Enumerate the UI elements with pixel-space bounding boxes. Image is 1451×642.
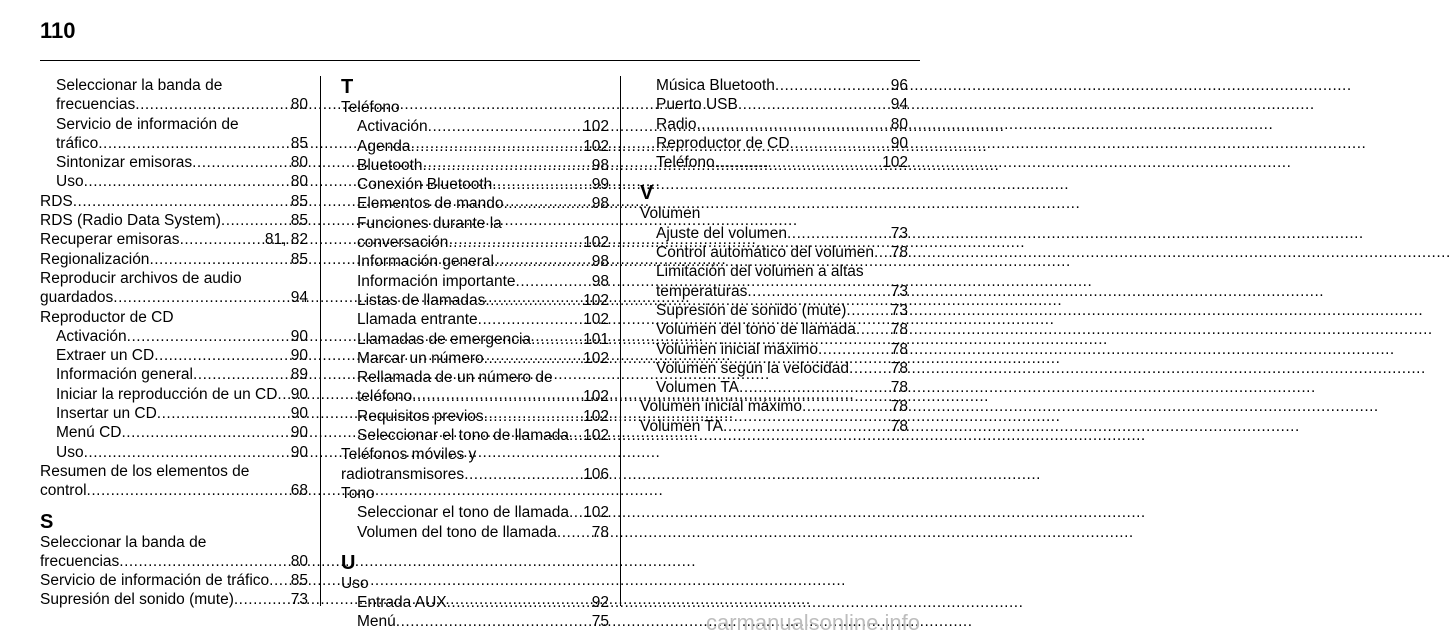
index-entry <box>640 417 908 436</box>
page-reference: 78 <box>890 321 908 339</box>
index-entry-line <box>357 612 609 631</box>
index-entry-line <box>40 481 308 500</box>
page-reference: 102 <box>583 388 609 406</box>
index-subentry <box>341 214 609 253</box>
page-reference: 99 <box>591 176 609 194</box>
page-reference: 81, 82 <box>264 231 308 249</box>
dot-leader <box>84 443 307 462</box>
index-entry <box>40 590 308 609</box>
dot-leader <box>412 387 599 406</box>
index-entry-label: Sintonizar emisoras <box>56 154 193 172</box>
page-reference: 78 <box>890 340 908 358</box>
column-divider <box>320 76 321 606</box>
dot-leader <box>98 134 307 153</box>
page-reference: 80 <box>290 96 308 114</box>
page-reference: 89 <box>290 366 308 384</box>
dot-leader <box>448 233 599 252</box>
page-reference: 101 <box>583 330 609 348</box>
page-reference: 98 <box>591 253 609 271</box>
page-reference: 78 <box>890 244 908 262</box>
index-entry-label: Menú <box>357 613 396 631</box>
index-subentry <box>341 252 609 271</box>
index-entry-line <box>656 243 908 262</box>
dot-leader <box>193 365 307 384</box>
index-entry-line <box>656 224 908 243</box>
page-reference: 90 <box>290 424 308 442</box>
index-entry-label: Reproductor de CD <box>656 134 790 152</box>
dot-leader <box>119 552 306 571</box>
index-entry-label: Recuperar emisoras <box>40 231 180 249</box>
index-entry-line <box>656 340 908 359</box>
index-entry-label: Regionalización <box>40 250 150 268</box>
index-entry <box>341 445 609 484</box>
page-reference: 80 <box>290 154 308 172</box>
index-subentry <box>640 262 908 301</box>
index-subentry <box>640 153 908 172</box>
page-reference: 102 <box>583 118 609 136</box>
index-subentry <box>341 272 609 291</box>
dot-leader <box>127 327 307 346</box>
index-entry-line <box>640 417 908 436</box>
page-reference: 96 <box>890 77 908 94</box>
index-entry-line <box>357 117 609 136</box>
index-entry-line <box>656 76 908 95</box>
index-entry-label: Menú CD <box>56 424 122 442</box>
index-entry-line <box>357 291 609 310</box>
dot-leader <box>192 153 307 172</box>
page-reference: 102 <box>583 427 609 445</box>
index-entry-label: Ajuste del volumen <box>656 224 787 242</box>
page-reference: 80 <box>890 115 908 133</box>
index-entry-label: Control automático del volumen <box>656 244 874 262</box>
index-entry-line <box>656 301 908 320</box>
page-reference: 106 <box>583 465 609 483</box>
index-subentry <box>640 224 908 243</box>
index-entry-label: Información importante <box>357 272 516 290</box>
index-entry-line <box>357 137 609 156</box>
index-entry-label: Seleccionar la banda de <box>40 533 207 551</box>
index-entry-line <box>357 503 609 522</box>
dot-leader <box>447 593 608 612</box>
index-entry <box>640 397 908 416</box>
index-entry-label: Seleccionar el tono de llamada <box>357 427 569 445</box>
index-entry-label: Resumen de los elementos de <box>40 462 250 480</box>
page-reference: 94 <box>890 96 908 114</box>
index-subentry <box>40 385 308 404</box>
index-entry-line <box>56 172 308 191</box>
page-reference: 85 <box>290 212 308 230</box>
index-entry <box>40 308 308 327</box>
index-entry-line <box>56 365 308 384</box>
index-entry-line <box>656 282 908 301</box>
dot-leader <box>484 349 599 368</box>
index-entry-line <box>640 397 908 416</box>
dot-leader <box>121 423 306 442</box>
page-reference: 102 <box>882 154 908 172</box>
index-entry-label: Uso <box>56 173 84 191</box>
index-entry-label: Reproducir archivos de audio <box>40 269 242 287</box>
index-entry-label: Teléfono <box>341 99 400 116</box>
dot-leader <box>697 115 907 134</box>
index-subentry <box>341 291 609 310</box>
index-subentry <box>640 243 908 262</box>
index-entry-label: Volumen <box>640 205 701 223</box>
index-entry-line <box>40 552 308 571</box>
index-entry-label: Entrada AUX <box>357 594 447 612</box>
index-entry-label: temperaturas <box>656 282 748 300</box>
index-entry-line <box>56 134 308 153</box>
dot-leader <box>84 172 307 191</box>
index-entry-label: Volumen inicial máximo <box>656 340 818 358</box>
dot-leader <box>494 252 608 271</box>
index-subentry <box>341 593 609 612</box>
index-entry-label: frecuencias <box>40 552 120 570</box>
page-reference: 102 <box>583 234 609 252</box>
index-entry-line <box>40 250 308 269</box>
index-entry-label: Elementos de mando <box>357 195 504 213</box>
index-entry-label: Supresión de sonido (mute) <box>656 301 847 319</box>
dot-leader <box>396 612 608 631</box>
index-entry-label: Volumen TA <box>656 379 740 397</box>
index-entry-line <box>656 153 908 172</box>
page-reference: 102 <box>583 407 609 425</box>
index-entry-label: control <box>40 482 87 500</box>
index-entry-label: Activación <box>357 118 428 136</box>
index-entry-line <box>357 175 609 194</box>
index-entry-line <box>656 359 908 378</box>
header-rule <box>40 60 920 61</box>
index-entry-label: Música Bluetooth <box>656 77 775 94</box>
index-entry-label: Reproductor de CD <box>40 308 174 326</box>
index-entry <box>341 484 609 503</box>
page-number: 110 <box>40 18 76 43</box>
page-reference: 90 <box>290 347 308 365</box>
index-entry-line <box>357 387 609 406</box>
page-reference: 80 <box>290 173 308 191</box>
index-entry <box>40 211 308 230</box>
page-reference: 102 <box>583 137 609 155</box>
page-reference: 73 <box>890 224 908 242</box>
index-entry-line <box>357 233 609 252</box>
index-entry-label: Información general <box>357 253 494 271</box>
index-letter-heading: V <box>640 182 654 205</box>
index-entry-label: Volumen del tono de llamada <box>656 321 856 339</box>
index-entry <box>341 574 609 593</box>
dot-leader <box>410 137 599 156</box>
index-entry-line <box>56 404 308 423</box>
index-entry-label: Volumen según la velocidad <box>656 359 850 377</box>
index-subentry <box>341 117 609 136</box>
index-letter-heading: S <box>40 510 54 533</box>
index-entry-line <box>656 95 908 114</box>
index-subentry <box>341 175 609 194</box>
page-reference: 68 <box>290 482 308 500</box>
page-reference: 85 <box>290 134 308 152</box>
page-reference: 75 <box>591 613 609 631</box>
index-subentry <box>341 349 609 368</box>
index-entry <box>640 204 908 223</box>
index-column-1 <box>40 76 308 610</box>
index-subentry <box>640 340 908 359</box>
index-entry-line <box>56 423 308 442</box>
index-column-3 <box>640 76 908 436</box>
index-subentry <box>40 404 308 423</box>
index-letter-heading: T <box>341 76 354 98</box>
watermark: carmanualsonline.info <box>705 610 920 635</box>
index-entry-label: RDS (Radio Data System) <box>40 212 221 230</box>
dot-leader <box>149 250 306 269</box>
index-entry-line <box>357 252 609 271</box>
index-entry-label: Llamada entrante <box>357 311 478 329</box>
column-divider <box>620 76 621 606</box>
index-entry-label: Listas de llamadas <box>357 291 486 309</box>
dot-leader <box>135 95 306 114</box>
index-entry <box>341 98 609 117</box>
page-reference: 90 <box>290 443 308 461</box>
index-column-2 <box>341 76 609 632</box>
page-reference: 98 <box>591 156 609 174</box>
index-entry-line <box>357 523 609 542</box>
page-reference: 102 <box>583 291 609 309</box>
dot-leader <box>423 156 608 175</box>
dot-leader <box>428 117 599 136</box>
index-entry <box>40 192 308 211</box>
index-entry-line <box>357 310 609 329</box>
index-entry-label: Llamadas de emergencia <box>357 330 532 348</box>
index-entry-label: Teléfonos móviles y <box>341 446 477 464</box>
index-entry-label: Marcar un número <box>357 349 484 367</box>
dot-leader <box>492 175 607 194</box>
index-entry-line <box>357 330 609 349</box>
page-reference: 85 <box>290 192 308 210</box>
index-entry-label: tráfico <box>56 134 99 152</box>
index-entry-label: Radio <box>656 115 697 133</box>
page-reference: 85 <box>290 250 308 268</box>
page-reference: 102 <box>583 349 609 367</box>
index-entry-line <box>40 571 308 590</box>
index-entry-label: Bluetooth <box>357 156 423 174</box>
index-entry-label: Extraer un CD <box>56 347 155 365</box>
index-entry-label: Iniciar la reproducción de un CD <box>56 385 278 403</box>
page-reference: 78 <box>890 359 908 377</box>
index-entry-line <box>656 115 908 134</box>
index-entry-line <box>40 230 308 249</box>
index-entry-line <box>656 134 908 153</box>
page-reference: 90 <box>290 385 308 403</box>
index-entry-line <box>56 346 308 365</box>
page-reference: 78 <box>890 398 908 416</box>
index-entry-label: Supresión del sonido (mute) <box>40 591 234 609</box>
dot-leader <box>775 76 907 95</box>
index-subentry <box>341 368 609 407</box>
dot-leader <box>73 192 307 211</box>
dot-leader <box>790 134 907 153</box>
index-entry-line <box>56 385 308 404</box>
index-entry-label: frecuencias <box>56 96 136 114</box>
index-subentry <box>40 346 308 365</box>
index-subentry <box>640 115 908 134</box>
index-subentry <box>640 378 908 397</box>
index-entry-label: Uso <box>341 574 369 592</box>
index-entry <box>40 250 308 269</box>
index-entry-line <box>357 349 609 368</box>
index-entry-label: Servicio de información de tráfico <box>40 572 270 590</box>
index-subentry <box>640 95 908 114</box>
index-entry-line <box>656 320 908 339</box>
dot-leader <box>484 407 599 426</box>
index-entry-label: Requisitos previos <box>357 407 484 425</box>
page-reference: 92 <box>591 594 609 612</box>
index-entry-label: guardados <box>40 289 114 307</box>
index-entry-line <box>56 95 308 114</box>
index-entry-label: conversación <box>357 234 449 252</box>
index-subentry <box>640 76 908 95</box>
page-reference: 102 <box>583 311 609 329</box>
index-subentry <box>40 443 308 462</box>
index-subentry <box>341 330 609 349</box>
index-entry-label: Activación <box>56 327 127 345</box>
dot-leader <box>723 417 907 436</box>
index-entry-label: Volumen inicial máximo <box>640 398 802 416</box>
page-reference: 94 <box>290 289 308 307</box>
index-entry <box>40 571 308 590</box>
index-subentry <box>40 423 308 442</box>
index-subentry <box>40 365 308 384</box>
index-entry-label: Rellamada de un número de <box>357 369 553 387</box>
index-entry-line <box>357 593 609 612</box>
page-reference: 98 <box>591 272 609 290</box>
index-subentry <box>640 134 908 153</box>
page-reference: 73 <box>890 301 908 319</box>
index-subentry <box>341 612 609 631</box>
index-entry-label: Puerto USB <box>656 96 738 114</box>
index-subentry <box>341 426 609 445</box>
index-entry <box>40 462 308 501</box>
page-reference: 73 <box>290 591 308 609</box>
index-entry-line <box>56 153 308 172</box>
index-subentry <box>40 115 308 154</box>
index-subentry <box>640 359 908 378</box>
index-entry-line <box>341 465 609 484</box>
index-entry-line <box>357 407 609 426</box>
index-entry-line <box>656 378 908 397</box>
index-entry-line <box>357 194 609 213</box>
page-reference: 90 <box>290 327 308 345</box>
dot-leader <box>715 153 899 172</box>
index-entry-line <box>357 156 609 175</box>
page-reference: 78 <box>591 523 609 541</box>
index-entry-line <box>40 288 308 307</box>
index-letter-heading: U <box>341 551 356 574</box>
index-subentry <box>40 76 308 115</box>
index-entry-label: Agenda <box>357 137 411 155</box>
page-reference: 102 <box>583 504 609 522</box>
dot-leader <box>478 310 599 329</box>
index-entry-label: Tono <box>341 484 375 502</box>
index-subentry <box>341 137 609 156</box>
index-subentry <box>40 172 308 191</box>
dot-leader <box>154 346 307 365</box>
index-entry-label: Servicio de información de <box>56 115 239 133</box>
page-reference: 98 <box>591 195 609 213</box>
index-entry-label: Información general <box>56 366 193 384</box>
index-subentry <box>341 310 609 329</box>
page-reference: 73 <box>890 282 908 300</box>
page-reference: 78 <box>890 379 908 397</box>
index-subentry <box>341 407 609 426</box>
dot-leader <box>157 404 307 423</box>
index-entry-label: Conexión Bluetooth <box>357 176 493 194</box>
page-reference: 90 <box>890 134 908 152</box>
index-entry-line <box>357 272 609 291</box>
index-entry-label: Insertar un CD <box>56 405 157 423</box>
page-reference: 78 <box>890 417 908 435</box>
dot-leader <box>113 288 306 307</box>
index-entry-line <box>357 426 609 445</box>
index-entry <box>40 533 308 572</box>
index-subentry <box>341 156 609 175</box>
page-reference: 90 <box>290 405 308 423</box>
index-subentry <box>40 327 308 346</box>
index-entry-label: Seleccionar el tono de llamada <box>357 504 569 522</box>
index-entry-line <box>40 211 308 230</box>
index-entry <box>40 230 308 249</box>
index-entry-label: radiotransmisores <box>341 465 465 483</box>
index-entry-label: Uso <box>56 443 84 461</box>
index-entry-line <box>56 327 308 346</box>
dot-leader <box>464 465 599 484</box>
index-subentry <box>341 194 609 213</box>
index-entry-label: Volumen del tono de llamada <box>357 523 557 541</box>
index-entry-label: Teléfono <box>656 154 715 172</box>
index-entry-label: Limitación del volumen a altas <box>656 263 864 281</box>
index-entry-label: RDS <box>40 192 73 210</box>
index-entry-label: teléfono <box>357 388 413 406</box>
index-entry-label: Funciones durante la <box>357 214 502 232</box>
dot-leader <box>485 291 599 310</box>
index-entry-label: Volumen TA <box>640 417 724 435</box>
index-entry-line <box>40 590 308 609</box>
index-entry <box>40 269 308 308</box>
index-subentry <box>341 523 609 542</box>
index-subentry <box>640 301 908 320</box>
index-entry-line <box>56 443 308 462</box>
index-subentry <box>640 320 908 339</box>
dot-leader <box>87 481 307 500</box>
index-entry-line <box>40 192 308 211</box>
dot-leader <box>747 282 906 301</box>
page-reference: 80 <box>290 552 308 570</box>
index-subentry <box>40 153 308 172</box>
dot-leader <box>739 378 907 397</box>
dot-leader <box>787 224 907 243</box>
dot-leader <box>738 95 907 114</box>
index-entry-label: Seleccionar la banda de <box>56 77 223 94</box>
page-reference: 85 <box>290 572 308 590</box>
index-subentry <box>341 503 609 522</box>
